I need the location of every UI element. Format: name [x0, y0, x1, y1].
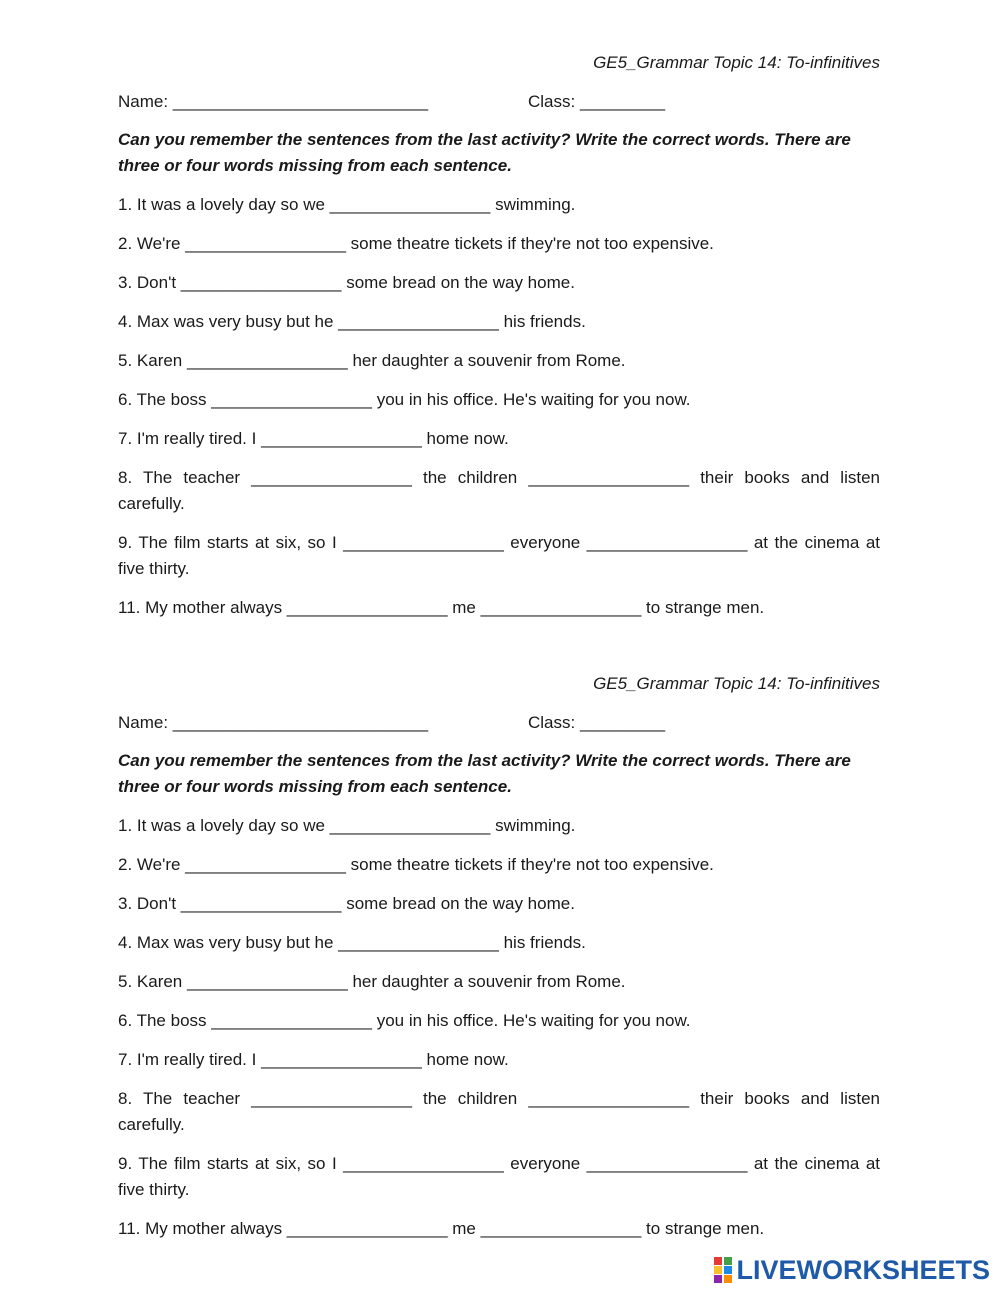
question-9[interactable]: 9. The film starts at six, so I _________________ everyone _________________ at the cinema at five thirty. [118, 533, 880, 578]
question-8[interactable]: 8. The teacher _________________ the children _________________ their books and listen carefully. [118, 1089, 880, 1134]
question-9[interactable]: 9. The film starts at six, so I _________________ everyone _________________ at the cinema at five thirty. [118, 1154, 880, 1199]
question-6[interactable]: 6. The boss _________________ you in his office. He's waiting for you now. [118, 1011, 691, 1030]
worksheet-1 [118, 50, 880, 621]
question-5[interactable]: 5. Karen _________________ her daughter a souvenir from Rome. [118, 351, 626, 370]
question-3[interactable]: 3. Don't _________________ some bread on the way home. [118, 273, 575, 292]
name-field[interactable]: Name: ___________________________ [118, 713, 429, 732]
liveworksheets-logo[interactable] [714, 1253, 990, 1287]
question-1[interactable]: 1. It was a lovely day so we _________________ swimming. [118, 816, 576, 835]
logo-text: LIVEWORKSHEETS [736, 1254, 990, 1285]
topic-title: GE5_Grammar Topic 14: To-infinitives [593, 53, 880, 72]
instructions: Can you remember the sentences from the last activity? Write the correct words. There are three or four words missing from each sentence. [118, 751, 851, 796]
topic-title: GE5_Grammar Topic 14: To-infinitives [593, 674, 880, 693]
instructions: Can you remember the sentences from the last activity? Write the correct words. There are three or four words missing from each sentence. [118, 130, 851, 175]
question-1[interactable]: 1. It was a lovely day so we _________________ swimming. [118, 195, 576, 214]
class-field[interactable]: Class: _________ [528, 92, 666, 111]
name-class-row [118, 89, 880, 115]
question-2[interactable]: 2. We're _________________ some theatre tickets if they're not too expensive. [118, 855, 714, 874]
question-4[interactable]: 4. Max was very busy but he _________________ his friends. [118, 933, 586, 952]
question-4[interactable]: 4. Max was very busy but he _________________ his friends. [118, 312, 586, 331]
question-3[interactable]: 3. Don't _________________ some bread on the way home. [118, 894, 575, 913]
class-field[interactable]: Class: _________ [528, 713, 666, 732]
question-7[interactable]: 7. I'm really tired. I _________________ home now. [118, 1050, 509, 1069]
question-7[interactable]: 7. I'm really tired. I _________________ home now. [118, 429, 509, 448]
question-2[interactable]: 2. We're _________________ some theatre tickets if they're not too expensive. [118, 234, 714, 253]
name-field[interactable]: Name: ___________________________ [118, 92, 429, 111]
question-11[interactable]: 11. My mother always _________________ me _________________ to strange men. [118, 1219, 765, 1238]
question-11[interactable]: 11. My mother always _________________ me _________________ to strange men. [118, 598, 765, 617]
name-class-row [118, 710, 880, 736]
question-8[interactable]: 8. The teacher _________________ the children _________________ their books and listen carefully. [118, 468, 880, 513]
question-6[interactable]: 6. The boss _________________ you in his office. He's waiting for you now. [118, 390, 691, 409]
question-5[interactable]: 5. Karen _________________ her daughter a souvenir from Rome. [118, 972, 626, 991]
worksheet-2 [118, 671, 880, 1242]
liveworksheets-logo-icon [714, 1257, 732, 1283]
